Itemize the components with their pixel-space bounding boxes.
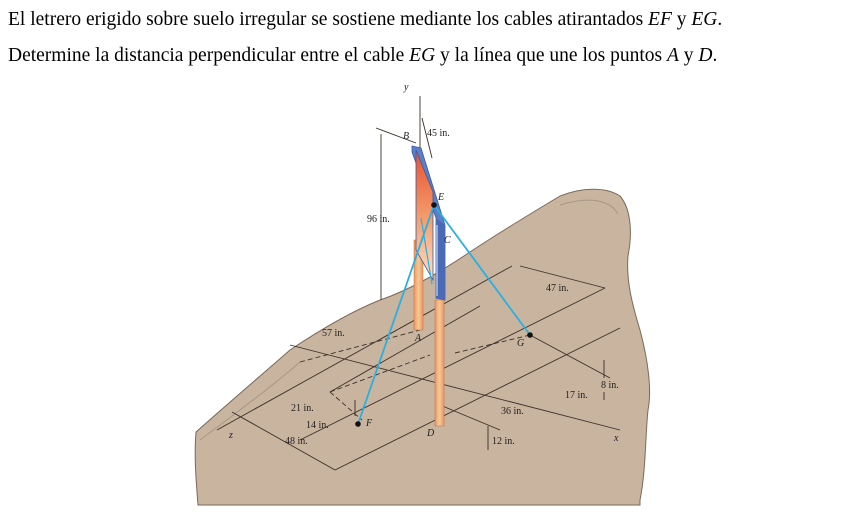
dim-17-label: 17 in. — [565, 390, 588, 401]
point-e — [431, 202, 437, 208]
point-f-label: F — [366, 418, 373, 429]
point-d-label: D — [427, 428, 435, 439]
dim-8-label: 8 in. — [601, 380, 619, 391]
point-e-label: E — [438, 192, 445, 203]
dim-12-label: 12 in. — [492, 436, 515, 447]
text-segment: El letrero erigido sobre suelo irregular se sostiene mediante los cables atirantados — [8, 9, 649, 30]
y-axis-label: y — [404, 82, 409, 93]
text-segment: y — [671, 9, 692, 30]
dim-21-label: 21 in. — [291, 403, 314, 414]
dim-96-label: 96 in. — [367, 214, 390, 225]
point-b-label: B — [403, 131, 410, 142]
dim-57-label: 57 in. — [322, 328, 345, 339]
z-axis-label: z — [229, 430, 233, 441]
point-a-label: A — [415, 333, 422, 344]
point-f — [355, 421, 361, 427]
point-d-name: D — [698, 45, 713, 66]
dim-14-label: 14 in. — [306, 420, 329, 431]
cable-ef-name: EF — [648, 9, 672, 30]
post-d — [435, 300, 444, 426]
dim-36-label: 36 in. — [501, 406, 524, 417]
point-g — [527, 332, 533, 338]
dimension-tick-96 — [376, 128, 416, 143]
cable-eg-name: EG — [409, 45, 436, 66]
text-segment: . — [712, 45, 718, 66]
dim-47-label: 47 in. — [546, 283, 569, 294]
cable-eg-name: EG — [691, 9, 718, 30]
point-a-name: A — [666, 45, 679, 66]
dim-48-label: 48 in. — [285, 436, 308, 447]
text-segment: Determine la distancia perpendicular entre el cable — [8, 45, 410, 66]
text-segment: . — [717, 9, 723, 30]
x-axis-label: x — [614, 433, 619, 444]
point-c-label: C — [444, 235, 451, 246]
point-g-label: G — [517, 338, 525, 349]
text-segment: y la línea que une los puntos — [435, 45, 667, 66]
text-segment: y — [678, 45, 699, 66]
dim-45-label: 45 in. — [427, 128, 450, 139]
